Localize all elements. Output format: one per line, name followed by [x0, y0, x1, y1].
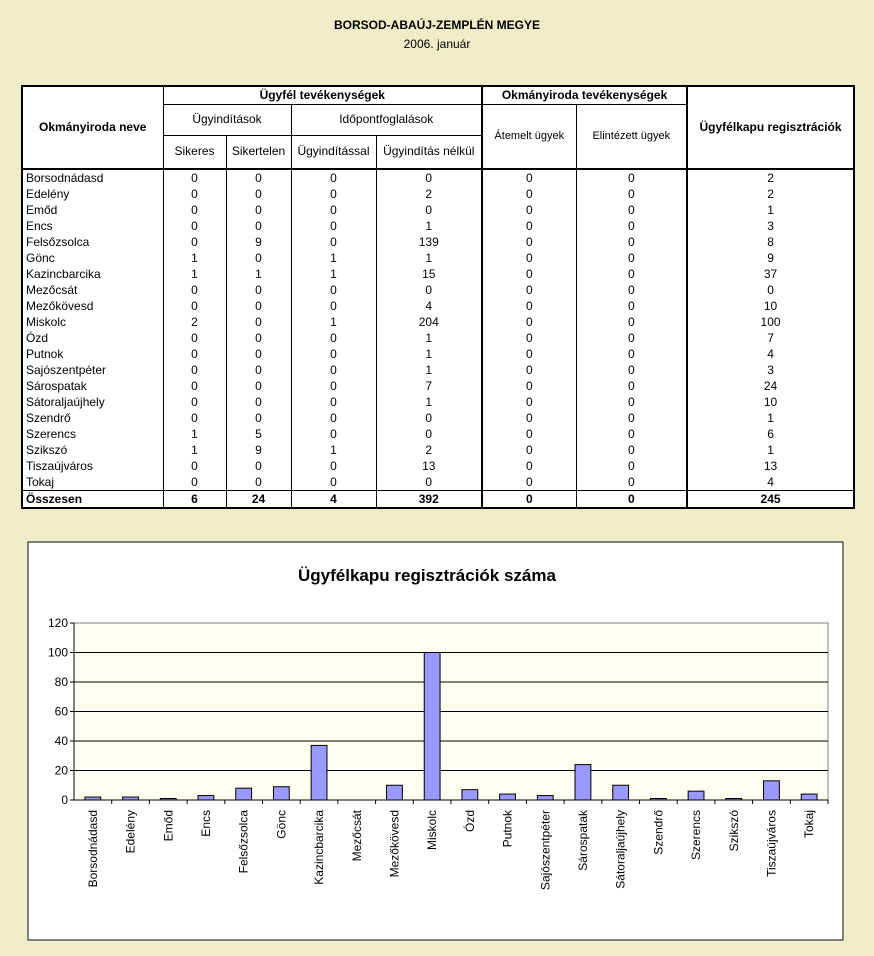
- table-cell: 0: [291, 458, 376, 474]
- table-cell: 1: [687, 202, 854, 218]
- table-row: [22, 410, 854, 426]
- table-cell: 0: [226, 282, 291, 298]
- bar: [123, 797, 139, 800]
- x-tick-label: Tiszaújváros: [764, 810, 779, 877]
- table-cell: 0: [163, 410, 226, 426]
- table-cell: 0: [482, 282, 576, 298]
- table-row: [22, 458, 854, 474]
- table-cell: 0: [163, 169, 226, 186]
- table-row: [22, 169, 854, 186]
- col-with-initiation-header: Ügyindítással: [291, 135, 376, 169]
- x-tick-label: Szerencs: [689, 810, 704, 861]
- table-cell: 0: [576, 426, 687, 442]
- x-tick-label: Encs: [198, 810, 213, 837]
- table-cell: 4: [376, 298, 482, 314]
- statistics-table: [21, 85, 855, 509]
- table-cell: 0: [482, 314, 576, 330]
- table-cell: 1: [291, 250, 376, 266]
- bar: [537, 796, 553, 800]
- table-cell: 1: [163, 426, 226, 442]
- office-name-cell: Mezőkövesd: [22, 298, 163, 314]
- table-cell: 0: [687, 282, 854, 298]
- table-cell: 0: [163, 282, 226, 298]
- col-transferred-header: Átemelt ügyek: [482, 104, 576, 169]
- table-cell: 0: [482, 491, 576, 509]
- table-cell: 3: [687, 218, 854, 234]
- table-cell: 0: [376, 202, 482, 218]
- table-cell: 7: [376, 378, 482, 394]
- table-cell: 0: [291, 474, 376, 491]
- office-name-cell: Felsőzsolca: [22, 234, 163, 250]
- col-unsuccessful-header: Sikertelen: [226, 135, 291, 169]
- bar: [500, 794, 516, 800]
- bar: [311, 745, 327, 800]
- table-cell: 0: [163, 458, 226, 474]
- table-cell: 0: [163, 346, 226, 362]
- table-cell: 139: [376, 234, 482, 250]
- x-tick-label: Putnok: [500, 810, 515, 848]
- bar: [160, 799, 176, 800]
- table-cell: 0: [291, 410, 376, 426]
- bar: [575, 765, 591, 800]
- col-completed-header: Elintézett ügyek: [576, 104, 687, 169]
- table-cell: 0: [482, 218, 576, 234]
- table-row: [22, 186, 854, 202]
- col-successful-header: Sikeres: [163, 135, 226, 169]
- table-cell: 0: [226, 218, 291, 234]
- group-client-activities-header: Ügyfél tevékenységek: [163, 86, 482, 104]
- chart-title: Ügyfélkapu regisztrációk száma: [298, 566, 556, 585]
- office-name-cell: Mezőcsát: [22, 282, 163, 298]
- table-row: [22, 202, 854, 218]
- bar: [613, 785, 629, 800]
- table-cell: 1: [376, 362, 482, 378]
- x-tick-label: Gönc: [274, 810, 289, 839]
- table-row: [22, 442, 854, 458]
- table-cell: 0: [226, 186, 291, 202]
- x-tick-label: Szikszó: [726, 810, 741, 852]
- table-row: [22, 346, 854, 362]
- x-tick-label: Mezőcsát: [349, 810, 364, 862]
- table-cell: 0: [226, 202, 291, 218]
- bar: [424, 653, 440, 801]
- table-cell: 0: [226, 346, 291, 362]
- table-cell: 0: [482, 458, 576, 474]
- table-cell: 0: [482, 330, 576, 346]
- x-tick-label: Borsodnádasd: [85, 810, 100, 888]
- table-cell: 0: [376, 426, 482, 442]
- table-cell: 2: [687, 186, 854, 202]
- table-cell: 0: [576, 442, 687, 458]
- x-tick-label: Sajószentpéter: [538, 810, 553, 891]
- y-tick-label: 80: [54, 675, 68, 689]
- table-cell: 1: [376, 218, 482, 234]
- x-tick-label: Tokaj: [802, 810, 817, 839]
- table-cell: 0: [576, 314, 687, 330]
- office-name-cell: Encs: [22, 218, 163, 234]
- table-cell: 1: [376, 346, 482, 362]
- office-name-cell: Szendrő: [22, 410, 163, 426]
- table-cell: 1: [376, 330, 482, 346]
- col-client-gate-header: Ügyfélkapu regisztrációk: [687, 86, 854, 169]
- office-name-cell: Tokaj: [22, 474, 163, 491]
- x-tick-label: Felsőzsolca: [236, 810, 251, 874]
- table-row: [22, 426, 854, 442]
- table-cell: 2: [376, 442, 482, 458]
- table-cell: 13: [376, 458, 482, 474]
- table-row: [22, 234, 854, 250]
- table-cell: 0: [163, 186, 226, 202]
- table-cell: 0: [376, 474, 482, 491]
- table-cell: 0: [482, 410, 576, 426]
- table-cell: 0: [226, 298, 291, 314]
- table-cell: 0: [226, 458, 291, 474]
- table-cell: 10: [687, 394, 854, 410]
- table-row: [22, 330, 854, 346]
- x-tick-label: Miskolc: [425, 810, 440, 851]
- chart-panel: [27, 541, 844, 941]
- office-name-cell: Putnok: [22, 346, 163, 362]
- table-cell: 0: [163, 234, 226, 250]
- table-cell: 0: [482, 346, 576, 362]
- y-tick-label: 20: [54, 763, 68, 778]
- table-cell: 0: [576, 346, 687, 362]
- table-cell: 0: [291, 378, 376, 394]
- table-cell: 1: [163, 266, 226, 282]
- office-name-cell: Sárospatak: [22, 378, 163, 394]
- table-cell: 0: [376, 169, 482, 186]
- table-cell: 0: [576, 234, 687, 250]
- table-row: [22, 362, 854, 378]
- table-cell: 6: [687, 426, 854, 442]
- col-without-initiation-header: Ügyindítás nélkül: [376, 135, 482, 169]
- table-cell: 15: [376, 266, 482, 282]
- bar: [236, 788, 252, 800]
- x-tick-label: Edelény: [123, 810, 138, 854]
- table-cell: 4: [291, 491, 376, 509]
- table-cell: 2: [163, 314, 226, 330]
- table-row: [22, 474, 854, 491]
- table-cell: 24: [226, 491, 291, 509]
- table-cell: 245: [687, 491, 854, 509]
- table-cell: 204: [376, 314, 482, 330]
- table-cell: 0: [163, 218, 226, 234]
- table-cell: 0: [576, 250, 687, 266]
- table-cell: 0: [291, 218, 376, 234]
- table-cell: 0: [291, 169, 376, 186]
- table-cell: 2: [376, 186, 482, 202]
- table-cell: 9: [226, 442, 291, 458]
- table-cell: 0: [576, 362, 687, 378]
- table-cell: 0: [376, 410, 482, 426]
- table-cell: 0: [576, 491, 687, 509]
- office-name-cell: Borsodnádasd: [22, 169, 163, 186]
- bar: [801, 794, 817, 800]
- y-tick-label: 120: [47, 616, 68, 630]
- table-cell: 0: [482, 474, 576, 491]
- subgroup-appointments-header: Időpontfoglalások: [291, 104, 482, 135]
- table-row: [22, 218, 854, 234]
- table-cell: 6: [163, 491, 226, 509]
- y-tick-label: 60: [54, 704, 68, 719]
- table-cell: 0: [226, 474, 291, 491]
- bar: [198, 796, 214, 800]
- table-cell: 0: [226, 362, 291, 378]
- office-name-cell: Összesen: [22, 491, 163, 509]
- table-cell: 0: [482, 186, 576, 202]
- table-cell: 0: [482, 426, 576, 442]
- table-cell: 37: [687, 266, 854, 282]
- table-cell: 0: [482, 234, 576, 250]
- table-cell: 24: [687, 378, 854, 394]
- table-cell: 0: [163, 362, 226, 378]
- total-row: [22, 491, 854, 509]
- table-cell: 0: [482, 362, 576, 378]
- table-cell: 3: [687, 362, 854, 378]
- x-tick-label: Emőd: [161, 810, 176, 842]
- table-cell: 10: [687, 298, 854, 314]
- office-name-cell: Sajószentpéter: [22, 362, 163, 378]
- table-row: [22, 378, 854, 394]
- col-office-name-header: Okmányiroda neve: [22, 86, 163, 169]
- table-cell: 0: [482, 266, 576, 282]
- table-cell: 392: [376, 491, 482, 509]
- table-cell: 1: [291, 314, 376, 330]
- table-cell: 8: [687, 234, 854, 250]
- table-cell: 1: [291, 266, 376, 282]
- table-cell: 0: [163, 474, 226, 491]
- table-cell: 1: [687, 442, 854, 458]
- bar: [688, 791, 704, 800]
- table-cell: 0: [291, 330, 376, 346]
- table-cell: 0: [576, 474, 687, 491]
- page-subtitle: 2006. január: [403, 37, 471, 51]
- table-cell: 0: [376, 282, 482, 298]
- bar: [764, 781, 780, 800]
- table-cell: 1: [376, 250, 482, 266]
- table-cell: 0: [291, 282, 376, 298]
- table-cell: 0: [576, 266, 687, 282]
- table-cell: 1: [291, 442, 376, 458]
- table-row: [22, 266, 854, 282]
- table-cell: 1: [687, 410, 854, 426]
- table-cell: 0: [226, 330, 291, 346]
- table-cell: 0: [576, 218, 687, 234]
- table-cell: 9: [226, 234, 291, 250]
- table-cell: 0: [226, 250, 291, 266]
- office-name-cell: Emőd: [22, 202, 163, 218]
- table-cell: 0: [163, 378, 226, 394]
- x-tick-label: Kazincbarcika: [312, 810, 327, 885]
- table-cell: 0: [576, 410, 687, 426]
- table-cell: 4: [687, 346, 854, 362]
- table-row: [22, 282, 854, 298]
- office-name-cell: Miskolc: [22, 314, 163, 330]
- x-tick-label: Szendrő: [651, 810, 666, 855]
- table-cell: 0: [482, 298, 576, 314]
- table-cell: 0: [291, 298, 376, 314]
- table-cell: 0: [291, 202, 376, 218]
- bar: [273, 787, 289, 800]
- office-name-cell: Szikszó: [22, 442, 163, 458]
- table-cell: 1: [376, 394, 482, 410]
- office-name-cell: Sátoraljaújhely: [22, 394, 163, 410]
- table-cell: 0: [576, 169, 687, 186]
- subgroup-case-initiation-header: Ügyindítások: [163, 104, 291, 135]
- table-cell: 0: [163, 394, 226, 410]
- table-cell: 0: [291, 234, 376, 250]
- table-cell: 4: [687, 474, 854, 491]
- x-tick-label: Sátoraljaújhely: [613, 810, 628, 889]
- bar: [726, 799, 742, 800]
- bar: [650, 799, 666, 800]
- table-row: [22, 394, 854, 410]
- table-cell: 0: [163, 330, 226, 346]
- table-cell: 0: [576, 186, 687, 202]
- bar: [85, 797, 101, 800]
- page-title: BORSOD-ABAÚJ-ZEMPLÉN MEGYE: [333, 18, 540, 32]
- table-cell: 0: [576, 298, 687, 314]
- table-cell: 0: [576, 394, 687, 410]
- table-cell: 0: [576, 330, 687, 346]
- table-cell: 0: [482, 169, 576, 186]
- table-cell: 0: [576, 282, 687, 298]
- table-cell: 2: [687, 169, 854, 186]
- table-row: [22, 250, 854, 266]
- table-cell: 0: [163, 298, 226, 314]
- table-row: [22, 298, 854, 314]
- table-cell: 0: [482, 442, 576, 458]
- table-cell: 0: [291, 186, 376, 202]
- office-name-cell: Tiszaújváros: [22, 458, 163, 474]
- table-cell: 0: [226, 314, 291, 330]
- office-name-cell: Kazincbarcika: [22, 266, 163, 282]
- table-cell: 0: [482, 378, 576, 394]
- table-cell: 7: [687, 330, 854, 346]
- table-cell: 0: [576, 202, 687, 218]
- table-cell: 5: [226, 426, 291, 442]
- table-cell: 1: [163, 442, 226, 458]
- group-office-activities-header: Okmányiroda tevékenységek: [482, 86, 687, 104]
- office-name-cell: Szerencs: [22, 426, 163, 442]
- table-cell: 0: [482, 202, 576, 218]
- y-tick-label: 0: [61, 793, 68, 807]
- table-cell: 1: [163, 250, 226, 266]
- table-cell: 1: [226, 266, 291, 282]
- table-cell: 0: [291, 394, 376, 410]
- bar: [387, 785, 403, 800]
- x-tick-label: Sárospatak: [575, 810, 590, 871]
- table-cell: 0: [291, 346, 376, 362]
- table-cell: 0: [226, 394, 291, 410]
- y-tick-label: 100: [47, 645, 68, 660]
- table-cell: 13: [687, 458, 854, 474]
- x-tick-label: Mezőkövesd: [387, 810, 402, 878]
- office-name-cell: Gönc: [22, 250, 163, 266]
- table-cell: 0: [576, 458, 687, 474]
- table-cell: 0: [576, 378, 687, 394]
- office-name-cell: Edelény: [22, 186, 163, 202]
- x-tick-label: Ózd: [462, 810, 477, 833]
- bar: [462, 790, 478, 800]
- y-tick-label: 40: [54, 734, 68, 748]
- table-cell: 0: [291, 426, 376, 442]
- table-cell: 0: [226, 169, 291, 186]
- table-cell: 0: [226, 378, 291, 394]
- bar-chart: [27, 541, 844, 941]
- table-cell: 9: [687, 250, 854, 266]
- table-cell: 0: [482, 394, 576, 410]
- table-cell: 0: [291, 362, 376, 378]
- table-cell: 0: [226, 410, 291, 426]
- table-row: [22, 314, 854, 330]
- table-cell: 0: [482, 250, 576, 266]
- table-cell: 100: [687, 314, 854, 330]
- table-cell: 0: [163, 202, 226, 218]
- office-name-cell: Ózd: [22, 330, 163, 346]
